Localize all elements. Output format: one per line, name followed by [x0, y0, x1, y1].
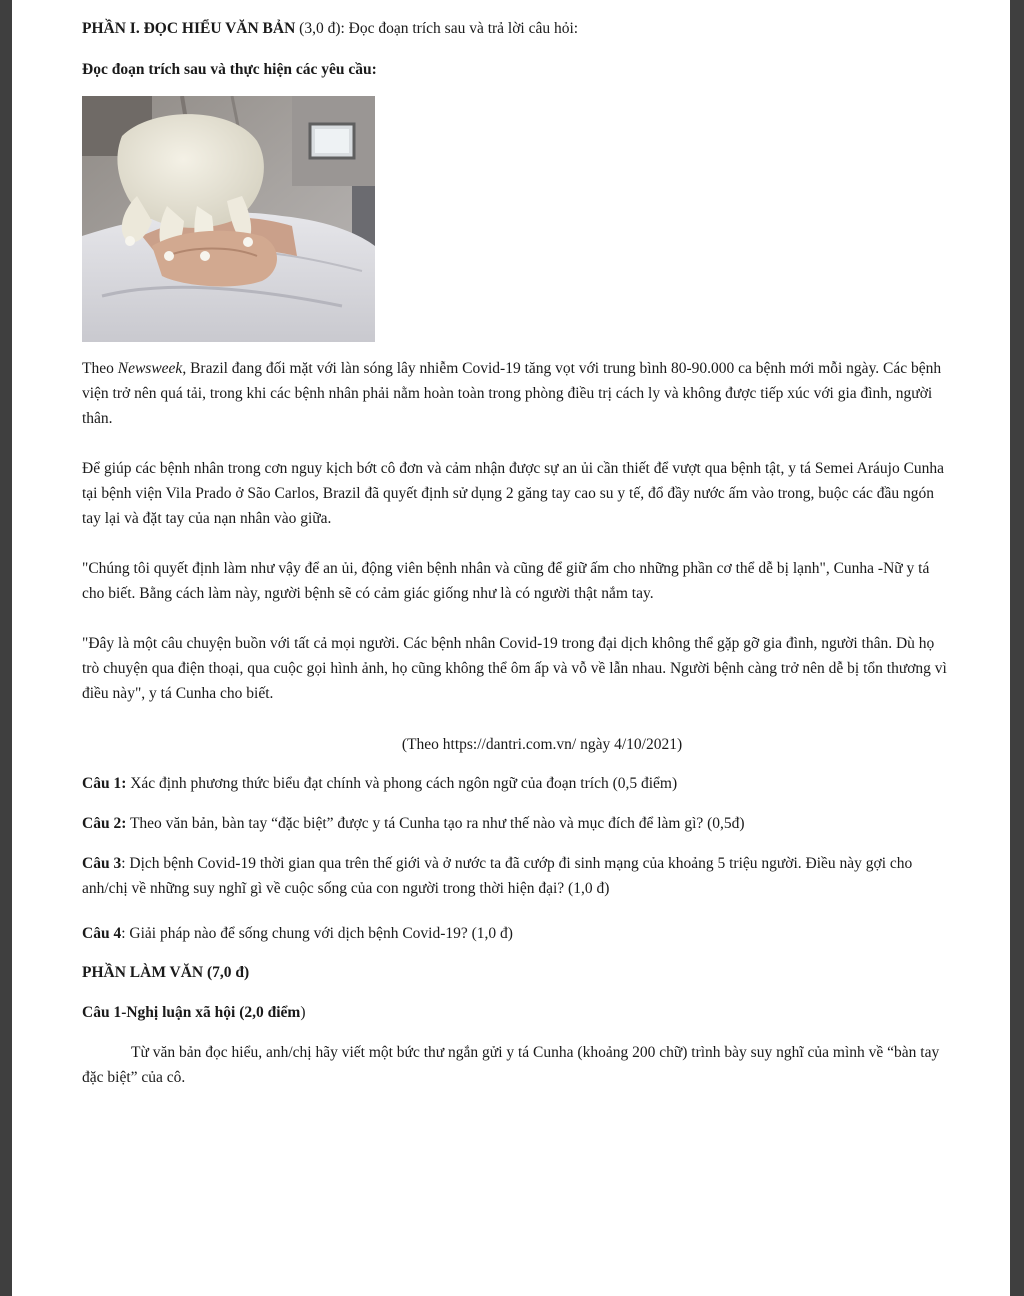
passage-paragraph-2: Để giúp các bệnh nhân trong cơn nguy kịch bớt cô đơn và cảm nhận được sự an ủi cần thiết để vượt qua bệnh tật, y tá Semei Aráujo Cunha tại bệnh viện Vila Prado ở São Carlos, Brazil đã quyết định sử dụng 2 găng tay cao su y tế, đổ đầy nước ấm vào trong, buộc các đầu ngón tay lại và đặt tay của nạn nhân vào giữa. [82, 460, 945, 527]
part2-question-1-heading: Câu 1-Nghị luận xã hội (2,0 điểm) [82, 1004, 306, 1021]
photo-illustration [82, 96, 375, 342]
part1-heading-bold: PHẦN I. ĐỌC HIỂU VĂN BẢN [82, 20, 296, 37]
question-4 [82, 921, 954, 946]
document-page [12, 0, 1010, 1296]
part2-question-1-text: Từ văn bản đọc hiểu, anh/chị hãy viết một bức thư ngắn gửi y tá Cunha (khoảng 200 chữ) trình bày suy nghĩ của mình về “bàn tay đặc biệt” của cô. [82, 1044, 940, 1086]
part1-subheading-text: Đọc đoạn trích sau và thực hiện các yêu cầu: [82, 61, 377, 78]
question-label: Câu 1: [82, 775, 127, 792]
question-text: : Giải pháp nào để sống chung với dịch bệnh Covid-19? (1,0 đ) [121, 925, 513, 942]
question-text: Xác định phương thức biểu đạt chính và phong cách ngôn ngữ của đoạn trích (0,5 điểm) [126, 775, 678, 792]
passage-paragraph-4: "Đây là một câu chuyện buồn với tất cả mọi người. Các bệnh nhân Covid-19 trong đại dịch không thể gặp gỡ gia đình, người thân. Dù họ trò chuyện qua điện thoại, qua cuộc gọi hình ảnh, họ cũng không thể ôm ấp và vỗ về lẫn nhau. Người bệnh càng trở nên dễ bị tổn thương vì điều này", y tá Cunha cho biết. [82, 635, 947, 702]
question-3 [82, 851, 954, 901]
passage-paragraph-3: "Chúng tôi quyết định làm như vậy để an ủi, động viên bệnh nhân và cũng để giữ ấm cho những phần cơ thể dễ bị lạnh", Cunha -Nữ y tá cho biết. Bằng cách làm này, người bệnh sẽ có cảm giác giống như là có người thật nắm tay. [82, 560, 930, 602]
part1-heading-rest: (3,0 đ): Đọc đoạn trích sau và trả lời câu hỏi: [295, 20, 579, 37]
hand-holding-glove-photo [82, 96, 375, 342]
passage-source: (Theo https://dantri.com.vn/ ngày 4/10/2021) [401, 736, 683, 753]
source-newsweek: Newsweek [117, 360, 183, 377]
question-label: Câu 2: [82, 815, 127, 832]
question-label: Câu 4 [82, 925, 122, 942]
question-text: : Dịch bệnh Covid-19 thời gian qua trên thế giới và ở nước ta đã cướp đi sinh mạng của khoảng 5 triệu người. Điều này gợi cho anh/chị về những suy nghĩ gì về cuộc sống của con người trong thời hiện đại? (1,0 đ) [82, 855, 913, 897]
passage-paragraph-1: Theo Newsweek, Brazil đang đối mặt với làn sóng lây nhiễm Covid-19 tăng vọt với trung bình 80-90.000 ca bệnh mới mỗi ngày. Các bệnh viện trở nên quá tải, trong khi các bệnh nhân phải nằm hoàn toàn trong phòng điều trị cách ly và không được tiếp xúc với gia đình, người thân. [82, 360, 942, 427]
question-2 [82, 811, 954, 836]
part1-heading [82, 16, 578, 41]
part1-subheading [82, 57, 377, 82]
question-text: Theo văn bản, bàn tay “đặc biệt” được y tá Cunha tạo ra như thế nào và mục đích để làm gì? (0,5đ) [126, 815, 745, 832]
question-label: Câu 3 [82, 855, 122, 872]
part2-heading: PHẦN LÀM VĂN (7,0 đ) [82, 964, 250, 981]
question-1 [82, 771, 954, 796]
